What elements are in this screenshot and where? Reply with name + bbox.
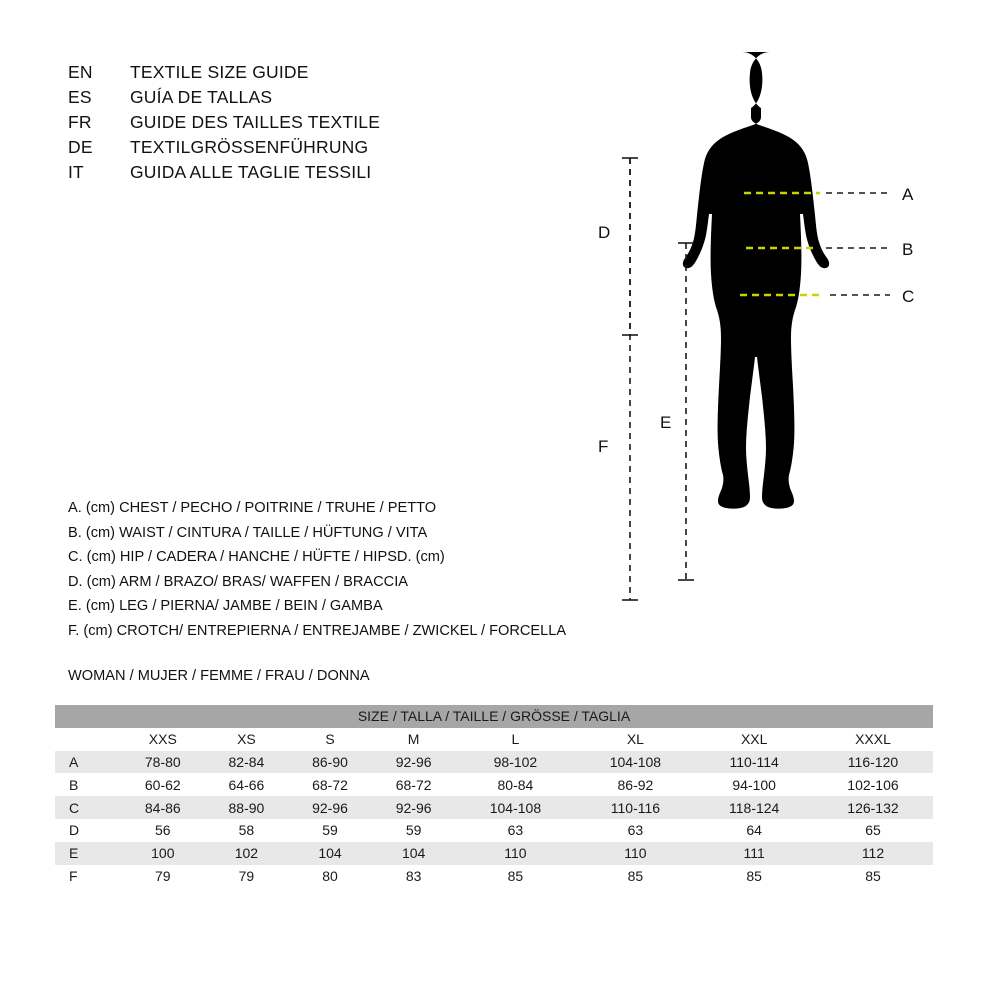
cell-f-s: 80	[322, 867, 338, 884]
title-row	[68, 62, 568, 87]
table-row	[55, 796, 933, 819]
table-row	[55, 865, 933, 888]
cell-d-s: 59	[322, 822, 338, 839]
arm-dimension-bracket	[622, 158, 638, 335]
legend-row-e: E. (cm) LEG / PIERNA/ JAMBE / BEIN / GAMBA	[68, 598, 383, 615]
legend-row-b: B. (cm) WAIST / CINTURA / TAILLE / HÜFTUNG / VITA	[68, 524, 428, 541]
label-leg-e: E	[660, 413, 672, 432]
label-arm-d: D	[598, 223, 611, 242]
cell-a-xl: 104-108	[609, 753, 662, 770]
cell-e-xxl: 111	[743, 845, 765, 862]
cell-e-xl: 110	[624, 845, 647, 862]
cell-b-xxl: 94-100	[732, 776, 776, 793]
cell-e-m: 104	[401, 845, 426, 862]
title-lang-es: ES	[68, 87, 92, 107]
table-corner-cell	[55, 728, 121, 751]
cell-b-xxs: 60-62	[144, 776, 181, 793]
size-header-xxl: XXL	[740, 731, 768, 748]
table-row	[55, 842, 933, 865]
label-chest-a: A	[902, 185, 914, 204]
title-row	[68, 162, 568, 187]
title-lang-it: IT	[68, 162, 84, 182]
cell-d-xxl: 64	[746, 822, 762, 839]
size-header-xs: XS	[237, 731, 256, 748]
cell-f-xxl: 85	[746, 867, 762, 884]
cell-c-l: 104-108	[489, 799, 542, 816]
cell-f-xl: 85	[627, 867, 644, 884]
legend-row-f: F. (cm) CROTCH/ ENTREPIERNA / ENTREJAMBE / ZWICKEL / FORCELLA	[68, 622, 567, 639]
measurement-legend	[68, 500, 688, 648]
label-hip-c: C	[902, 287, 915, 306]
cell-d-xs: 58	[238, 822, 255, 839]
cell-d-xxs: 56	[155, 822, 171, 839]
cell-c-s: 92-96	[312, 799, 348, 816]
title-lang-de: DE	[68, 137, 93, 157]
cell-b-s: 68-72	[312, 776, 348, 793]
cell-c-xl: 110-116	[610, 799, 661, 816]
table-header-label: SIZE / TALLA / TAILLE / GRÖSSE / TAGLIA	[357, 708, 631, 725]
title-text-en: TEXTILE SIZE GUIDE	[130, 62, 309, 82]
row-key-a: A	[69, 753, 79, 770]
title-block	[68, 62, 568, 187]
cell-a-l: 98-102	[493, 753, 538, 770]
cell-c-xxl: 118-124	[729, 799, 780, 816]
legend-row-d: D. (cm) ARM / BRAZO/ BRAS/ WAFFEN / BRACCIA	[68, 573, 409, 590]
size-header-l: L	[511, 731, 520, 748]
cell-c-xxs: 84-86	[144, 799, 181, 816]
label-waist-b: B	[902, 240, 914, 259]
title-row	[68, 87, 568, 112]
cell-a-xs: 82-84	[228, 753, 265, 770]
cell-f-xxs: 79	[155, 867, 171, 884]
cell-b-xs: 64-66	[228, 776, 265, 793]
title-row	[68, 112, 568, 137]
cell-a-s: 86-90	[312, 753, 348, 770]
cell-c-m: 92-96	[395, 799, 432, 816]
legend-row-a: A. (cm) CHEST / PECHO / POITRINE / TRUHE / PETTO	[68, 500, 437, 516]
cell-a-xxs: 78-80	[144, 753, 181, 770]
cell-b-l: 80-84	[497, 776, 534, 793]
cell-e-l: 110	[504, 845, 527, 862]
title-row	[68, 137, 568, 162]
group-label-woman: WOMAN / MUJER / FEMME / FRAU / DONNA	[68, 668, 370, 684]
row-key-e: E	[69, 845, 79, 862]
title-lang-fr: FR	[68, 112, 92, 132]
cell-f-l: 85	[507, 867, 524, 884]
cell-f-xs: 79	[238, 867, 255, 884]
size-header-xl: XL	[626, 731, 644, 748]
cell-a-xxxl: 116-120	[847, 753, 899, 770]
row-key-d: D	[69, 822, 80, 839]
cell-e-xs: 102	[234, 845, 259, 862]
row-key-f: F	[69, 867, 78, 884]
cell-d-m: 59	[405, 822, 422, 839]
female-silhouette-icon	[683, 52, 829, 509]
table-row	[55, 751, 933, 774]
title-text-de: TEXTILGRÖSSENFÜHRUNG	[130, 137, 369, 157]
title-text-fr: GUIDE DES TAILLES TEXTILE	[130, 112, 381, 132]
size-header-m: M	[407, 731, 420, 748]
table-row	[55, 773, 933, 796]
cell-b-xl: 86-92	[617, 776, 654, 793]
table-row	[55, 819, 933, 842]
title-text-es: GUÍA DE TALLAS	[130, 87, 273, 107]
cell-d-xxxl: 65	[865, 822, 881, 839]
label-crotch-f: F	[598, 437, 609, 456]
cell-e-xxs: 100	[151, 845, 175, 862]
table-header-band	[55, 705, 933, 728]
legend-row-c: C. (cm) HIP / CADERA / HANCHE / HÜFTE / HIPSD. (cm)	[68, 549, 445, 566]
table-size-row	[55, 728, 933, 751]
cell-e-xxxl: 112	[861, 845, 885, 862]
cell-d-xl: 63	[627, 822, 644, 839]
cell-a-m: 92-96	[395, 753, 432, 770]
cell-a-xxl: 110-114	[729, 753, 779, 770]
cell-f-m: 83	[405, 867, 422, 884]
cell-c-xxxl: 126-132	[847, 799, 899, 816]
cell-e-s: 104	[318, 845, 342, 862]
cell-f-xxxl: 85	[865, 867, 881, 884]
cell-b-xxxl: 102-106	[847, 776, 899, 793]
size-header-s: S	[325, 731, 335, 748]
size-header-xxs: XXS	[148, 731, 177, 748]
cell-b-m: 68-72	[395, 776, 432, 793]
title-text-it: GUIDA ALLE TAGLIE TESSILI	[130, 162, 372, 182]
size-table	[55, 705, 933, 887]
row-key-c: C	[69, 799, 80, 816]
cell-d-l: 63	[507, 822, 524, 839]
row-key-b: B	[69, 776, 79, 793]
title-lang-en: EN	[68, 62, 93, 82]
size-header-xxxl: XXXL	[855, 731, 891, 748]
cell-c-xs: 88-90	[228, 799, 265, 816]
